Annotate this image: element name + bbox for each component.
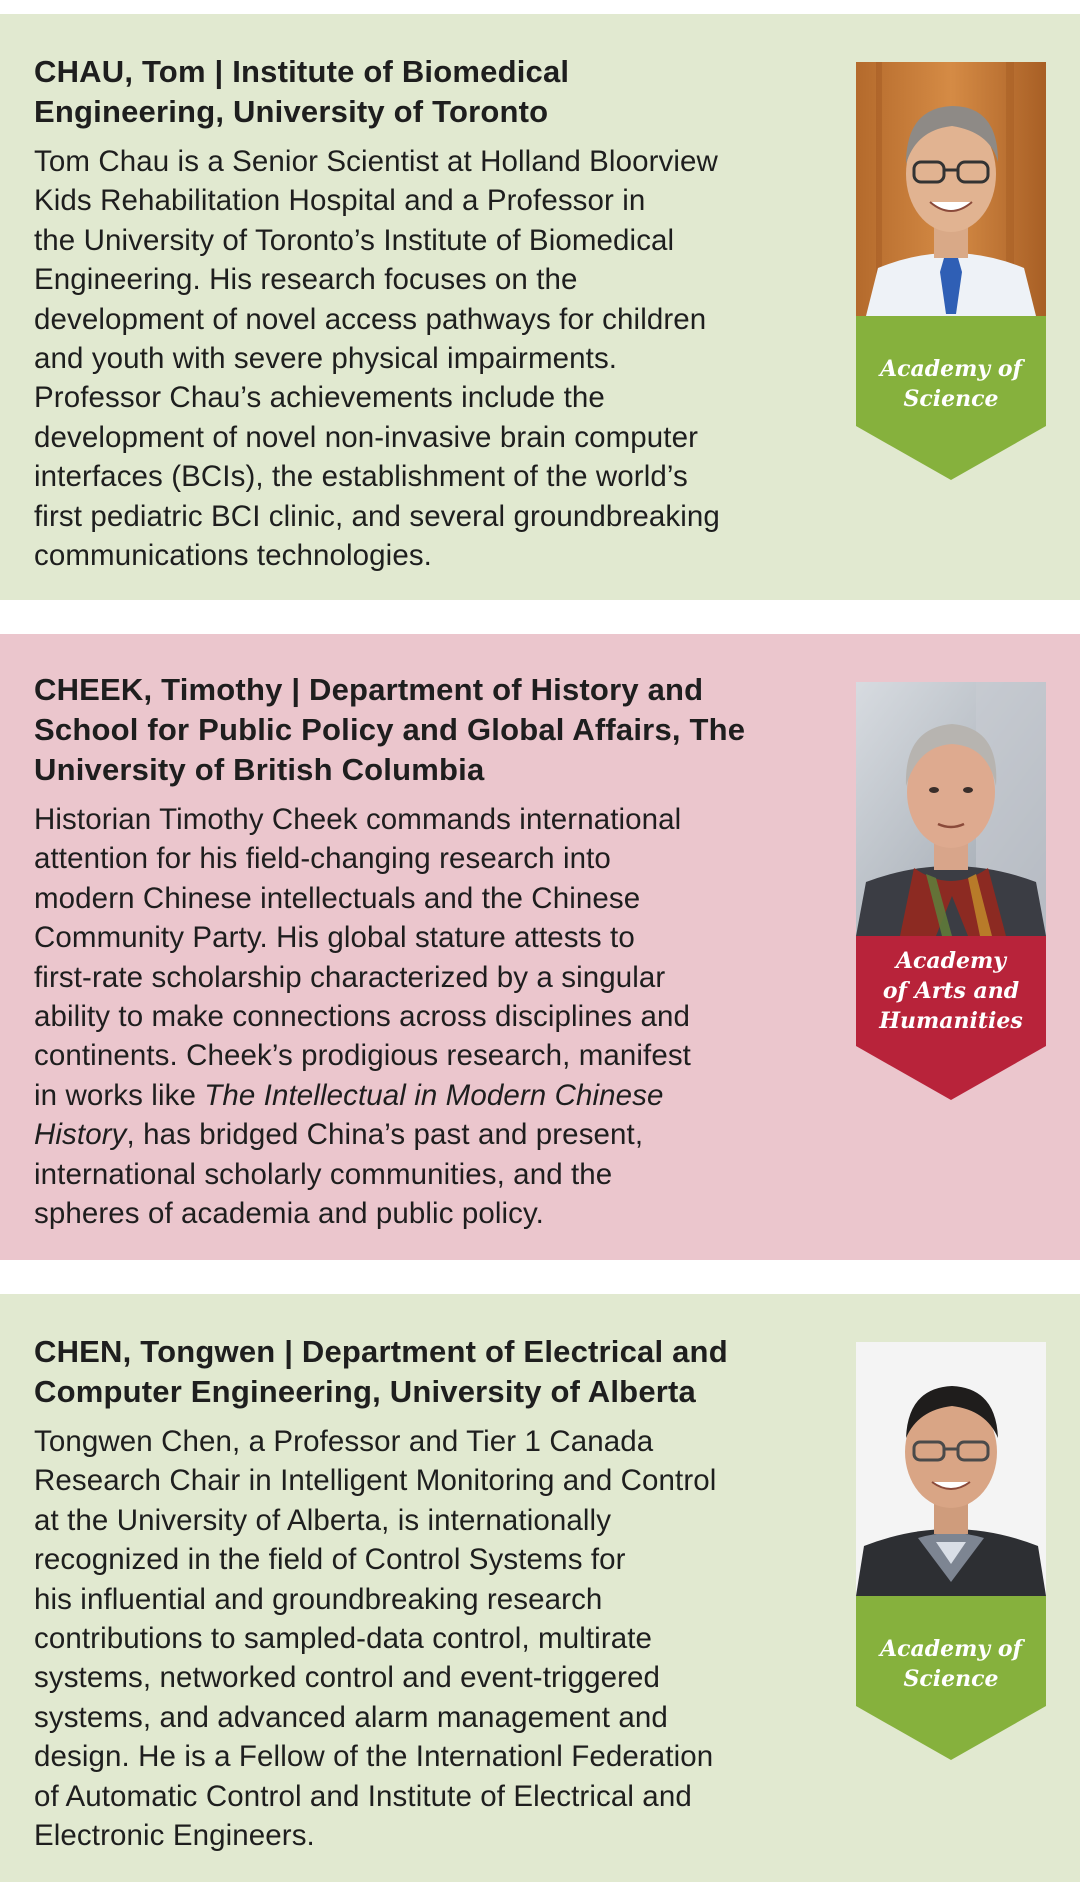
bio-line: and youth with severe physical impairments. — [34, 342, 618, 376]
heading-line: CHAU, Tom | Institute of Biomedical — [34, 54, 570, 89]
academy-label-line: Academy — [895, 948, 1007, 974]
bio-line: Electronic Engineers. — [34, 1819, 315, 1853]
bio-line: Tom Chau is a Senior Scientist at Holland Bloorview — [34, 145, 718, 178]
bio-line: Kids Rehabilitation Hospital and a Professor in — [34, 184, 646, 218]
bio-line: of Automatic Control and Institute of Electrical and — [34, 1779, 692, 1813]
profile-card-cheek — [0, 634, 1080, 1260]
bio-line — [34, 1115, 834, 1154]
academy-label-line: Science — [903, 1666, 999, 1692]
profile-heading — [34, 52, 834, 132]
bio-line: recognized in the field of Control Systems for — [34, 1543, 626, 1577]
bio-line: communications technologies. — [34, 539, 432, 573]
bio-fragment: in works like — [34, 1078, 205, 1112]
bio-line: the University of Toronto’s Institute of Biomedical — [34, 223, 675, 257]
academy-badge-chau — [856, 316, 1046, 480]
bio-line: Community Party. His global stature attests to — [34, 921, 635, 955]
bio-line: modern Chinese intellectuals and the Chinese — [34, 881, 641, 915]
profile-text-chen — [34, 1332, 834, 1855]
portrait-photo-chau — [856, 62, 1046, 316]
bio-line: development of novel non-invasive brain computer — [34, 420, 699, 454]
bio-line: first-rate scholarship characterized by a singular — [34, 960, 666, 994]
bio-line: development of novel access pathways for children — [34, 302, 707, 336]
portrait-cheek-image — [856, 682, 1046, 936]
academy-label — [856, 354, 1046, 414]
bio-line: attention for his field-changing research into — [34, 842, 611, 876]
profile-card-chau — [0, 14, 1080, 600]
bio-line: systems, networked control and event-triggered — [34, 1661, 661, 1695]
academy-badge-cheek — [856, 936, 1046, 1100]
heading-line: School for Public Policy and Global Affairs, The — [34, 712, 746, 747]
portrait-chau-image — [856, 62, 1046, 316]
bio-line: his influential and groundbreaking research — [34, 1582, 603, 1616]
bio-line: first pediatric BCI clinic, and several groundbreaking — [34, 499, 720, 533]
profile-card-chen — [0, 1294, 1080, 1882]
heading-line: Computer Engineering, University of Alberta — [34, 1374, 696, 1409]
bio-line: design. He is a Fellow of the Internationl Federation — [34, 1740, 714, 1774]
bio-line: Research Chair in Intelligent Monitoring and Control — [34, 1464, 717, 1498]
portrait-photo-chen — [856, 1342, 1046, 1596]
bio-line: Historian Timothy Cheek commands international — [34, 803, 682, 836]
bio-line: Tongwen Chen, a Professor and Tier 1 Canada — [34, 1425, 654, 1458]
academy-label-line: Humanities — [879, 1008, 1023, 1034]
heading-line: CHEN, Tongwen | Department of Electrical and — [34, 1334, 728, 1369]
bio-line: Engineering. His research focuses on the — [34, 263, 578, 297]
bio-line: international scholarly communities, and the — [34, 1157, 613, 1191]
heading-line: CHEEK, Timothy | Department of History and — [34, 672, 704, 707]
academy-label-line: Academy of — [880, 356, 1022, 382]
bio-line: systems, and advanced alarm management and — [34, 1700, 668, 1734]
bio-line: contributions to sampled-data control, multirate — [34, 1622, 653, 1656]
book-title: History — [34, 1118, 127, 1152]
profile-heading — [34, 1332, 834, 1412]
book-title: The Intellectual in Modern Chinese — [204, 1078, 664, 1112]
heading-line: University of British Columbia — [34, 752, 485, 787]
bio-line: ability to make connections across disciplines and — [34, 1000, 690, 1034]
bio-fragment: , has bridged China’s past and present, — [126, 1118, 644, 1152]
profile-bio — [34, 800, 834, 1233]
academy-label-line: Science — [903, 386, 999, 412]
profile-text-chau — [34, 52, 834, 575]
academy-label — [856, 1634, 1046, 1694]
academy-badge-chen — [856, 1596, 1046, 1760]
profile-bio — [34, 142, 834, 575]
academy-label-line: of Arts and — [882, 978, 1020, 1004]
portrait-chen-image — [856, 1342, 1046, 1596]
heading-line: Engineering, University of Toronto — [34, 94, 549, 129]
profile-bio — [34, 1422, 834, 1855]
academy-label-line: Academy of — [880, 1636, 1022, 1662]
bio-line: at the University of Alberta, is internationally — [34, 1503, 612, 1537]
bio-line: interfaces (BCIs), the establishment of the world’s — [34, 460, 688, 494]
bio-line — [34, 1076, 834, 1115]
profile-text-cheek — [34, 670, 834, 1233]
bio-line: continents. Cheek’s prodigious research, manifest — [34, 1039, 691, 1073]
profile-heading — [34, 670, 834, 790]
bio-line: Professor Chau’s achievements include the — [34, 381, 605, 415]
academy-label — [856, 946, 1046, 1036]
portrait-photo-cheek — [856, 682, 1046, 936]
bio-line: spheres of academia and public policy. — [34, 1197, 544, 1231]
